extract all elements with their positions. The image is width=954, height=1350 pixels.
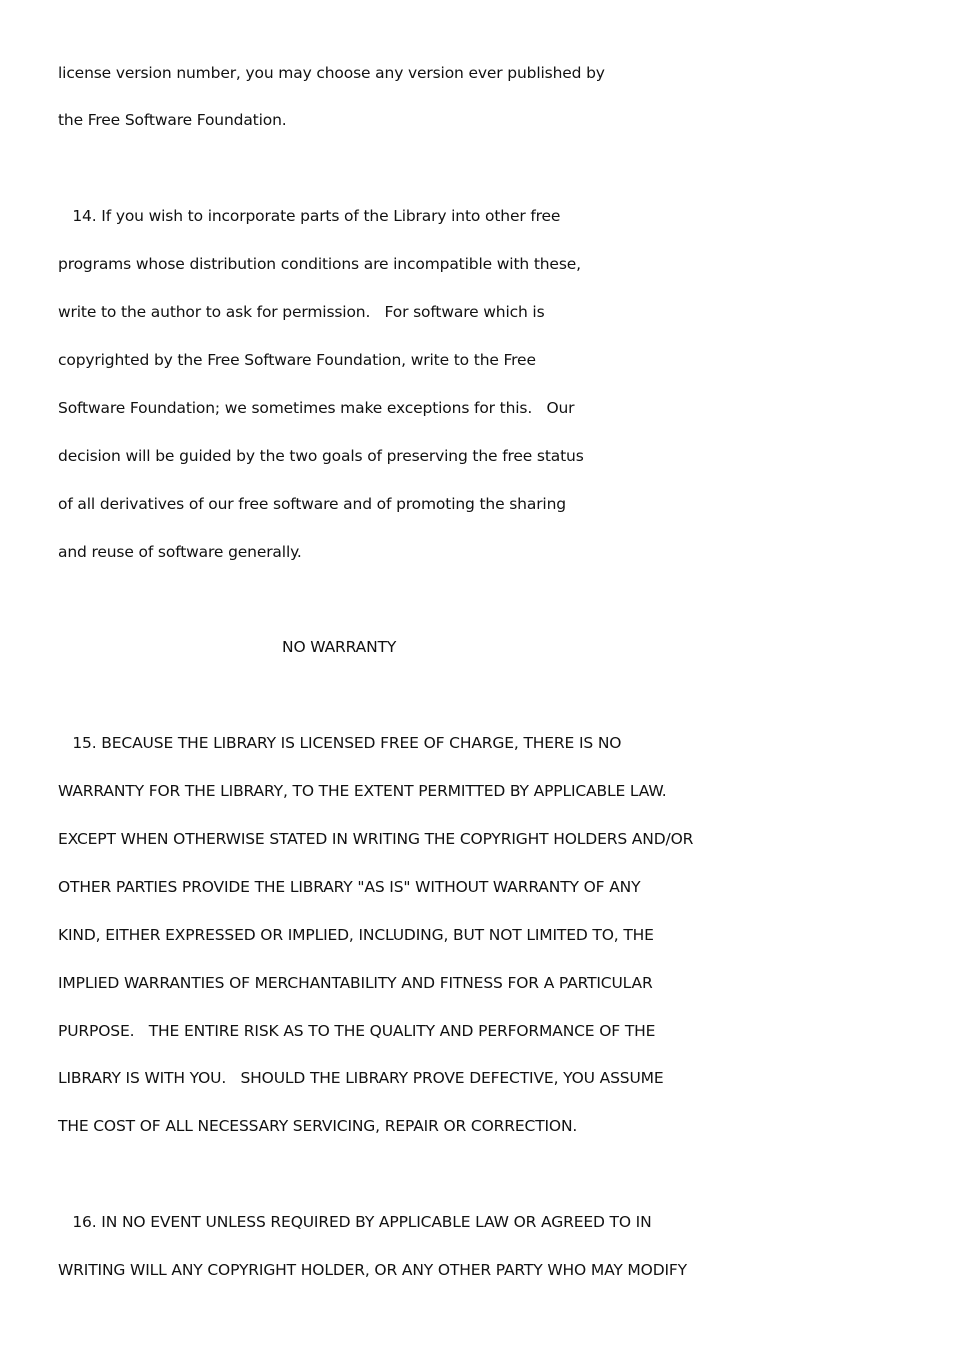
text-line: 15. BECAUSE THE LIBRARY IS LICENSED FREE OF CHARGE, THERE IS NO bbox=[58, 734, 622, 752]
text-line: IMPLIED WARRANTIES OF MERCHANTABILITY AND FITNESS FOR A PARTICULAR bbox=[58, 974, 653, 992]
text-line: OTHER PARTIES PROVIDE THE LIBRARY "AS IS" WITHOUT WARRANTY OF ANY bbox=[58, 878, 641, 896]
text-line: write to the author to ask for permission. For software which is bbox=[58, 303, 545, 321]
section-heading: NO WARRANTY bbox=[282, 638, 397, 656]
text-line: EXCEPT WHEN OTHERWISE STATED IN WRITING THE COPYRIGHT HOLDERS AND/OR bbox=[58, 830, 694, 848]
text-line: LIBRARY IS WITH YOU. SHOULD THE LIBRARY PROVE DEFECTIVE, YOU ASSUME bbox=[58, 1069, 664, 1087]
text-line: of all derivatives of our free software and of promoting the sharing bbox=[58, 495, 566, 513]
text-line: WRITING WILL ANY COPYRIGHT HOLDER, OR ANY OTHER PARTY WHO MAY MODIFY bbox=[58, 1261, 687, 1279]
text-line: the Free Software Foundation. bbox=[58, 111, 287, 129]
text-line: 16. IN NO EVENT UNLESS REQUIRED BY APPLICABLE LAW OR AGREED TO IN bbox=[58, 1213, 652, 1231]
text-line: PURPOSE. THE ENTIRE RISK AS TO THE QUALITY AND PERFORMANCE OF THE bbox=[58, 1022, 656, 1040]
text-line: Software Foundation; we sometimes make exceptions for this. Our bbox=[58, 399, 575, 417]
text-line: WARRANTY FOR THE LIBRARY, TO THE EXTENT PERMITTED BY APPLICABLE LAW. bbox=[58, 782, 667, 800]
text-line: copyrighted by the Free Software Foundation, write to the Free bbox=[58, 351, 536, 369]
text-line: and reuse of software generally. bbox=[58, 543, 302, 561]
text-line: THE COST OF ALL NECESSARY SERVICING, REPAIR OR CORRECTION. bbox=[58, 1117, 578, 1135]
text-line: decision will be guided by the two goals of preserving the free status bbox=[58, 447, 584, 465]
text-line: 14. If you wish to incorporate parts of the Library into other free bbox=[58, 207, 561, 225]
text-line: programs whose distribution conditions are incompatible with these, bbox=[58, 255, 581, 273]
text-line: license version number, you may choose any version ever published by bbox=[58, 64, 605, 82]
text-line: KIND, EITHER EXPRESSED OR IMPLIED, INCLUDING, BUT NOT LIMITED TO, THE bbox=[58, 926, 654, 944]
